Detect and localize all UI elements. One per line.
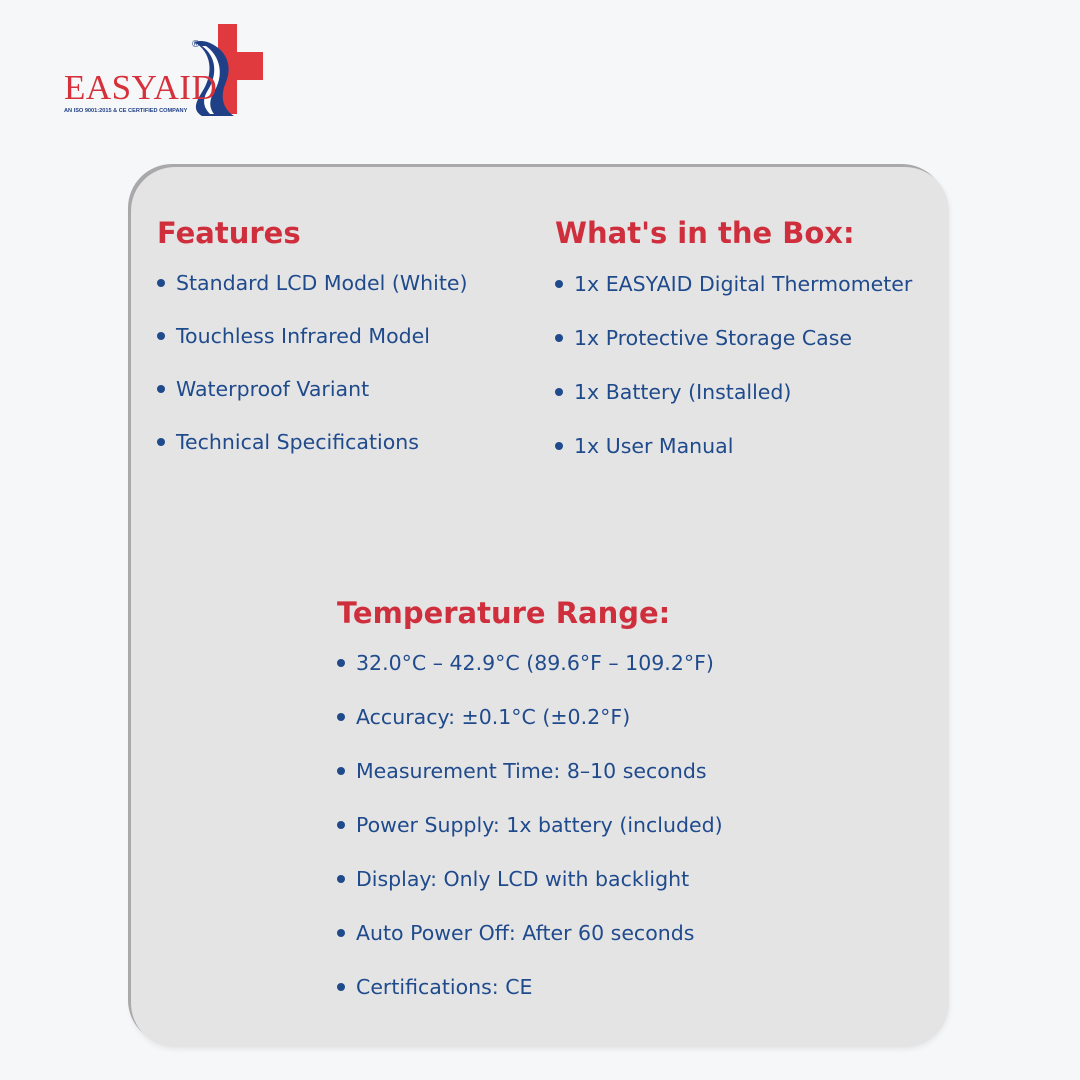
spec-item-text: Accuracy: ±0.1°C (±0.2°F) — [356, 705, 631, 729]
bullet-icon — [337, 767, 345, 775]
features-item-text: Technical Specifications — [176, 430, 419, 454]
bullet-icon — [337, 659, 345, 667]
list-item — [337, 703, 723, 731]
list-item — [157, 269, 467, 297]
box-item-text: 1x Battery (Installed) — [574, 380, 792, 404]
spec-item-text: Power Supply: 1x battery (included) — [356, 813, 723, 837]
features-section — [157, 215, 467, 481]
spec-item-text: Measurement Time: 8–10 seconds — [356, 759, 707, 783]
list-item — [555, 378, 912, 406]
bullet-icon — [555, 334, 563, 342]
features-item-text: Standard LCD Model (White) — [176, 271, 468, 295]
box-contents-heading: What's in the Box: — [555, 216, 855, 250]
list-item — [157, 428, 467, 456]
list-item — [555, 324, 912, 352]
brand-name: EASYAID — [64, 68, 218, 107]
temperature-section — [337, 595, 723, 1027]
bullet-icon — [337, 821, 345, 829]
bullet-icon — [555, 388, 563, 396]
bullet-icon — [337, 983, 345, 991]
list-item — [337, 919, 723, 947]
list-item — [157, 375, 467, 403]
list-item — [157, 322, 467, 350]
box-item-text: 1x User Manual — [574, 434, 734, 458]
brand-logo — [62, 22, 267, 118]
spec-item-text: Auto Power Off: After 60 seconds — [356, 921, 695, 945]
brand-tagline: AN ISO 9001:2015 & CE CERTIFIED COMPANY — [64, 108, 188, 114]
spec-item-text: 32.0°C – 42.9°C (89.6°F – 109.2°F) — [356, 651, 714, 675]
registered-mark: ® — [192, 39, 200, 50]
list-item — [337, 811, 723, 839]
features-item-text: Waterproof Variant — [176, 377, 370, 401]
list-item — [337, 865, 723, 893]
box-item-text: 1x Protective Storage Case — [574, 326, 853, 350]
temperature-heading: Temperature Range: — [337, 596, 671, 630]
bullet-icon — [337, 929, 345, 937]
list-item — [337, 973, 723, 1001]
spec-item-text: Display: Only LCD with backlight — [356, 867, 690, 891]
bullet-icon — [337, 875, 345, 883]
features-item-text: Touchless Infrared Model — [176, 324, 430, 348]
bullet-icon — [555, 280, 563, 288]
list-item — [555, 432, 912, 460]
bullet-icon — [157, 279, 165, 287]
bullet-icon — [157, 332, 165, 340]
box-item-text: 1x EASYAID Digital Thermometer — [574, 272, 913, 296]
bullet-icon — [337, 713, 345, 721]
box-contents-list — [555, 270, 912, 460]
list-item — [337, 757, 723, 785]
list-item — [555, 270, 912, 298]
spec-item-text: Certifications: CE — [356, 975, 533, 999]
bullet-icon — [157, 385, 165, 393]
bullet-icon — [555, 442, 563, 450]
features-heading: Features — [157, 216, 301, 250]
temperature-list — [337, 649, 723, 1001]
box-contents-section — [555, 215, 912, 486]
bullet-icon — [157, 438, 165, 446]
list-item — [337, 649, 723, 677]
features-list — [157, 269, 467, 456]
